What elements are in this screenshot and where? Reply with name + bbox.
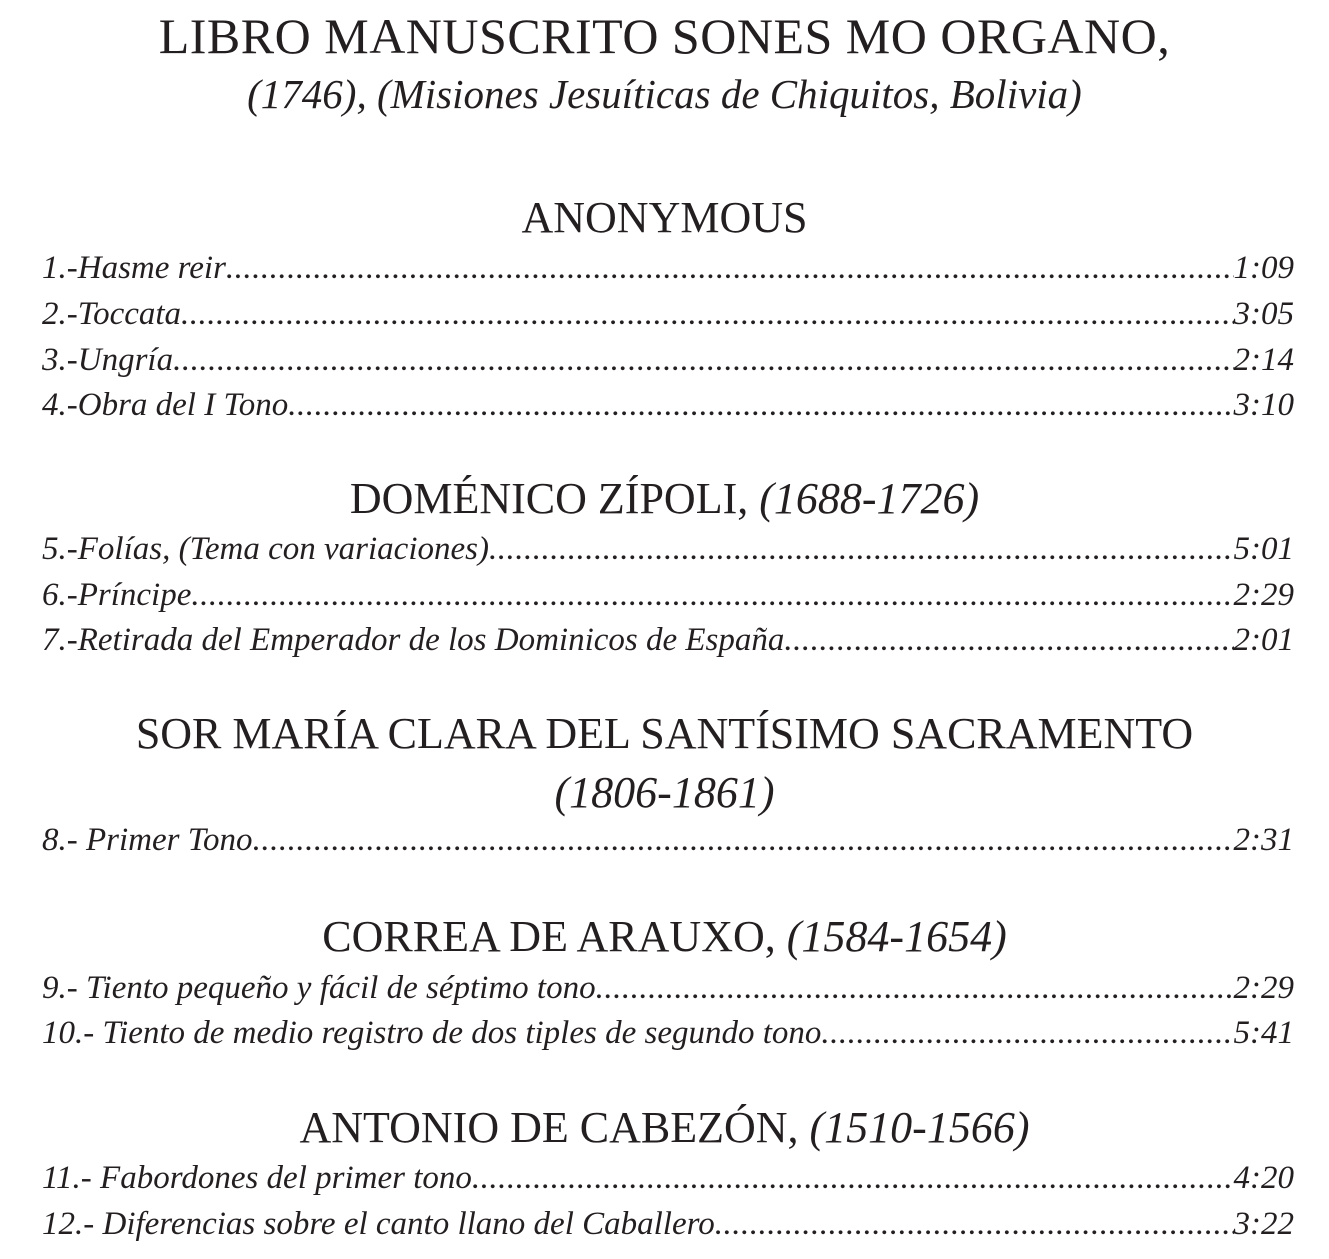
composer-years: (1688-1726) xyxy=(759,474,980,523)
track-row xyxy=(42,1202,1294,1246)
document-title: LIBRO MANUSCRITO SONES MO ORGANO, xyxy=(158,8,1171,64)
dot-leader xyxy=(191,573,1233,617)
dot-leader xyxy=(821,1011,1233,1055)
track-duration: 5:41 xyxy=(1233,1015,1294,1051)
track-row xyxy=(42,338,1294,382)
section-heading-years xyxy=(0,766,1329,820)
track-title: 9.- Tiento pequeño y fácil de séptimo tono xyxy=(42,970,596,1006)
track-title: 10.- Tiento de medio registro de dos tiples de segundo tono xyxy=(42,1015,822,1051)
track-row xyxy=(42,818,1294,862)
track-duration: 5:01 xyxy=(1233,531,1294,567)
track-row xyxy=(42,573,1294,617)
dot-leader xyxy=(226,246,1234,290)
track-duration: 3:10 xyxy=(1233,387,1294,423)
track-row xyxy=(42,292,1294,336)
track-duration: 3:05 xyxy=(1233,296,1294,332)
dot-leader xyxy=(715,1202,1234,1246)
track-duration: 4:20 xyxy=(1233,1160,1294,1196)
track-title: 7.-Retirada del Emperador de los Dominicos de España xyxy=(42,622,785,658)
dot-leader xyxy=(784,618,1233,662)
track-title: 11.- Fabordones del primer tono xyxy=(42,1160,472,1196)
section-heading-correa-de-arauxo xyxy=(0,910,1329,964)
track-duration: 2:14 xyxy=(1233,342,1294,378)
section-heading-anonymous xyxy=(0,191,1329,245)
section-heading-sor-maria-clara xyxy=(0,707,1329,761)
document-subtitle: (1746), (Misiones Jesuíticas de Chiquitos, Bolivia) xyxy=(247,71,1082,117)
track-row xyxy=(42,527,1294,571)
section-heading-antonio-de-cabezon xyxy=(0,1101,1329,1155)
track-row xyxy=(42,246,1294,290)
track-row xyxy=(42,1156,1294,1200)
track-duration: 3:22 xyxy=(1233,1206,1294,1242)
track-title: 3.-Ungría xyxy=(42,342,174,378)
track-title: 2.-Toccata xyxy=(42,296,182,332)
track-row xyxy=(42,966,1294,1010)
track-duration: 2:29 xyxy=(1233,970,1294,1006)
track-title: 6.-Príncipe xyxy=(42,577,192,613)
dot-leader xyxy=(596,966,1234,1010)
composer-name: ANTONIO DE CABEZÓN, xyxy=(299,1103,799,1152)
dot-leader xyxy=(472,1156,1234,1200)
dot-leader xyxy=(181,292,1233,336)
track-duration: 2:29 xyxy=(1233,577,1294,613)
composer-name: CORREA DE ARAUXO, xyxy=(322,912,776,961)
section-heading-zipoli xyxy=(0,472,1329,526)
track-duration: 2:31 xyxy=(1233,822,1294,858)
dot-leader xyxy=(173,338,1233,382)
track-duration: 2:01 xyxy=(1233,622,1294,658)
track-row xyxy=(42,383,1294,427)
track-title: 8.- Primer Tono xyxy=(42,822,253,858)
track-title: 12.- Diferencias sobre el canto llano del Caballero xyxy=(42,1206,715,1242)
composer-years: (1806-1861) xyxy=(554,768,775,817)
composer-years: (1510-1566) xyxy=(809,1103,1030,1152)
track-title: 5.-Folías, (Tema con variaciones) xyxy=(42,531,489,567)
dot-leader xyxy=(489,527,1234,571)
composer-years: (1584-1654) xyxy=(786,912,1007,961)
track-duration: 1:09 xyxy=(1233,250,1294,286)
track-title: 4.-Obra del I Tono xyxy=(42,387,289,423)
track-row xyxy=(42,618,1294,662)
track-title: 1.-Hasme reir xyxy=(42,250,226,286)
composer-name: SOR MARÍA CLARA DEL SANTÍSIMO SACRAMENTO xyxy=(135,709,1194,758)
composer-name: DOMÉNICO ZÍPOLI, xyxy=(349,474,749,523)
track-row xyxy=(42,1011,1294,1055)
dot-leader xyxy=(253,818,1234,862)
composer-name: ANONYMOUS xyxy=(521,193,808,242)
dot-leader xyxy=(288,383,1233,427)
